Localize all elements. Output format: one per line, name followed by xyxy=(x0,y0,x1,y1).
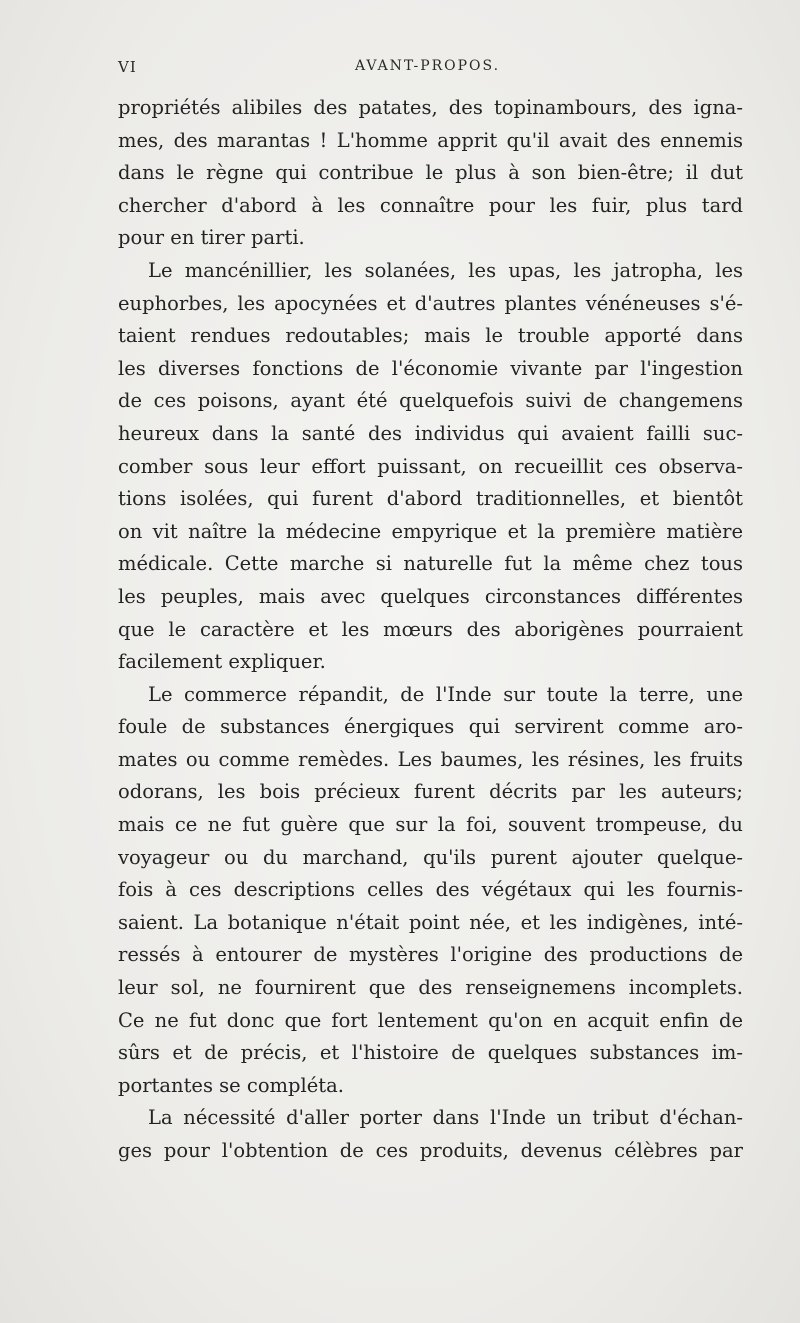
text-line: tions isolées, qui furent d'abord traditionnelles, et bientôt xyxy=(118,487,743,511)
text-line: comber sous leur effort puissant, on recueillit ces observa- xyxy=(118,454,743,478)
text-line: Ce ne fut donc que fort lentement qu'on en acquit enfin de xyxy=(118,1008,743,1032)
text-line: fois à ces descriptions celles des végétaux qui les fournis- xyxy=(118,878,743,902)
running-head xyxy=(118,58,758,86)
text-line: propriétés alibiles des patates, des topinambours, des igna- xyxy=(118,96,743,119)
text-line: mais ce ne fut guère que sur la foi, souvent trompeuse, du xyxy=(118,813,743,837)
text-line: La nécessité d'aller porter dans l'Inde un tribut d'échan- xyxy=(148,1106,743,1130)
text-line: facilement expliquer. xyxy=(118,650,326,674)
text-line: taient rendues redoutables; mais le trouble apporté dans xyxy=(118,324,743,348)
running-title: AVANT-PROPOS. xyxy=(355,58,501,74)
text-line: pour en tirer parti. xyxy=(118,226,305,250)
text-line: ressés à entourer de mystères l'origine des productions de xyxy=(118,943,743,967)
text-line: portantes se compléta. xyxy=(118,1073,344,1097)
text-line: mes, des marantas ! L'homme apprit qu'il avait des ennemis xyxy=(118,128,743,152)
text-line: heureux dans la santé des individus qui avaient failli suc- xyxy=(118,421,743,445)
text-line: sûrs et de précis, et l'histoire de quelques substances im- xyxy=(118,1041,743,1065)
text-line: voyageur ou du marchand, qu'ils purent ajouter quelque- xyxy=(118,845,743,869)
text-line: leur sol, ne fournirent que des renseignemens incomplets. xyxy=(118,976,743,1000)
text-line: ges pour l'obtention de ces produits, devenus célèbres par xyxy=(118,1139,743,1162)
text-line: de ces poisons, ayant été quelquefois suivi de changemens xyxy=(118,389,743,413)
text-line: Le mancénillier, les solanées, les upas, les jatropha, les xyxy=(148,258,743,282)
text-line: les diverses fonctions de l'économie vivante par l'ingestion xyxy=(118,356,743,380)
text-line: les peuples, mais avec quelques circonstances différentes xyxy=(118,584,743,608)
body-text xyxy=(118,92,743,1168)
text-line: saient. La botanique n'était point née, et les indigènes, inté- xyxy=(118,910,743,934)
text-line: chercher d'abord à les connaître pour les fuir, plus tard xyxy=(118,193,743,217)
text-line: odorans, les bois précieux furent décrits par les auteurs; xyxy=(118,780,743,804)
text-line: Le commerce répandit, de l'Inde sur toute la terre, une xyxy=(148,682,743,706)
text-line: on vit naître la médecine empyrique et la première matière xyxy=(118,519,743,543)
text-line: euphorbes, les apocynées et d'autres plantes vénéneuses s'é- xyxy=(118,291,743,315)
text-line: médicale. Cette marche si naturelle fut la même chez tous xyxy=(118,552,743,576)
text-line: que le caractère et les mœurs des aborigènes pourraient xyxy=(118,617,743,641)
page-number: VI xyxy=(118,58,137,76)
text-line: foule de substances énergiques qui servirent comme aro- xyxy=(118,715,743,739)
text-line: mates ou comme remèdes. Les baumes, les résines, les fruits xyxy=(118,747,743,771)
text-line: dans le règne qui contribue le plus à son bien-être; il dut xyxy=(118,161,743,185)
